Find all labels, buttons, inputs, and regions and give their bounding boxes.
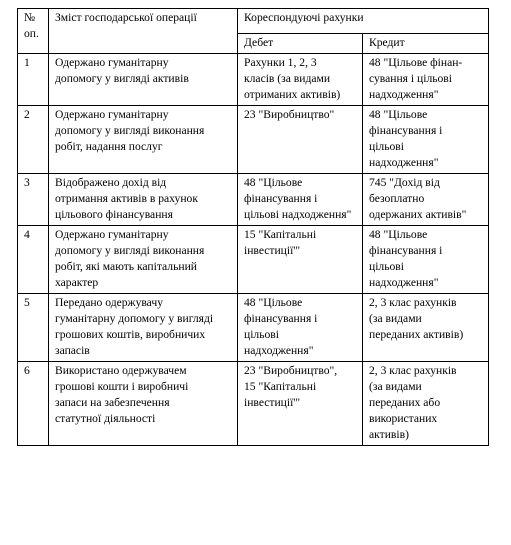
operation-number: 3 [18,174,49,226]
debit-account: 15 "Капітальні інвестиції'" [238,226,363,294]
table-row [18,106,489,174]
header-credit: Кредит [363,34,489,54]
table-row [18,226,489,294]
table-row [18,294,489,362]
header-number: № оп. [18,9,49,54]
operation-number: 1 [18,54,49,106]
credit-account: 2, 3 клас рахунків (за видами переданих або використаних активів) [363,362,489,446]
credit-account: 2, 3 клас рахунків (за видами переданих активів) [363,294,489,362]
header-content: Зміст господарської операції [49,9,238,54]
operation-number: 2 [18,106,49,174]
table-row [18,362,489,446]
credit-account: 48 "Цільове фінансування і цільові надходження" [363,106,489,174]
credit-account: 48 "Цільове фінансування і цільові надходження" [363,226,489,294]
debit-account: 23 "Виробництво" [238,106,363,174]
table-row [18,54,489,106]
operation-content: Використано одержувачем грошові кошти і виробничі запаси на забезпечення статутної діяльності [49,362,238,446]
header-debit: Дебет [238,34,363,54]
debit-account: Рахунки 1, 2, 3 класів (за видами отриманих активів) [238,54,363,106]
operation-number: 5 [18,294,49,362]
operation-number: 6 [18,362,49,446]
header-row [18,9,489,34]
credit-account: 745 "Дохід від безоплатно одержаних активів" [363,174,489,226]
operation-number: 4 [18,226,49,294]
debit-account: 23 "Виробництво", 15 "Капітальні інвестиції'" [238,362,363,446]
credit-account: 48 "Цільове фінан- сування і цільові надходження" [363,54,489,106]
operation-content: Одержано гуманітарну допомогу у вигляді активів [49,54,238,106]
debit-account: 48 "Цільове фінансування і цільові надходження" [238,294,363,362]
table-row [18,174,489,226]
operation-content: Відображено дохід від отримання активів в рахунок цільового фінансування [49,174,238,226]
operation-content: Одержано гуманітарну допомогу у вигляді виконання робіт, надання послуг [49,106,238,174]
operation-content: Передано одержувачу гуманітарну допомогу у вигляді грошових коштів, виробничих запасів [49,294,238,362]
operation-content: Одержано гуманітарну допомогу у вигляді виконання робіт, які мають капітальний характер [49,226,238,294]
operations-table [17,8,489,446]
header-corresponding-accounts: Кореспондуючі рахунки [238,9,489,34]
debit-account: 48 "Цільове фінансування і цільові надходження" [238,174,363,226]
